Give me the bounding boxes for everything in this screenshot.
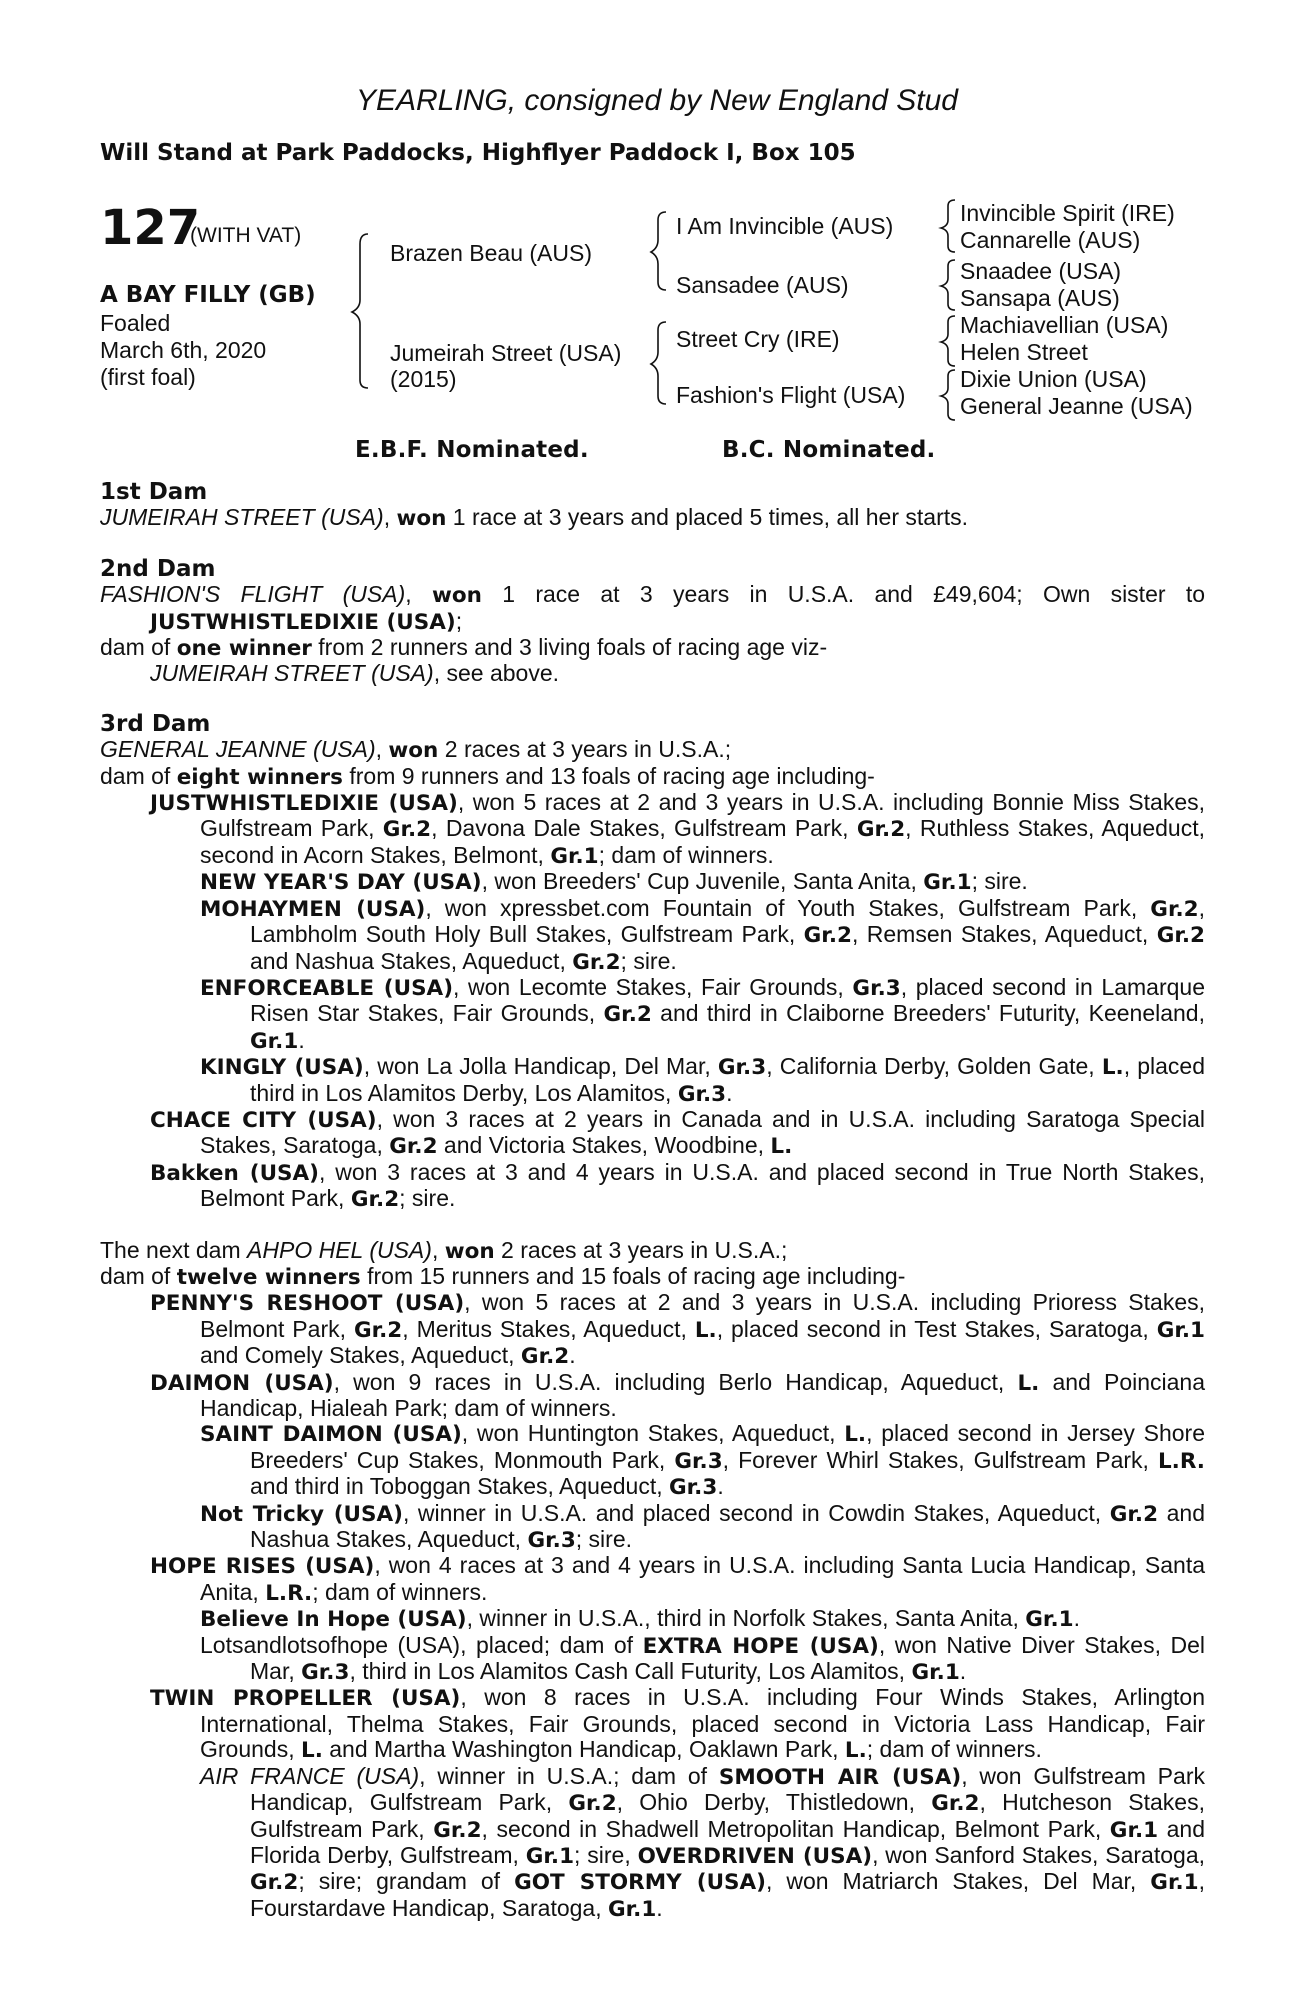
brace-g2: [941, 260, 955, 310]
bc-nomination: B.C. Nominated.: [722, 437, 936, 463]
first-dam-text: JUMEIRAH STREET (USA), won 1 race at 3 years and placed 5 times, all her starts.: [100, 504, 969, 532]
entry-hope-rises: HOPE RISES (USA), won 4 races at 3 and 4 years in U.S.A. including Santa Lucia Handicap, Santa Anita, L.R.; dam of winners.: [150, 1552, 1205, 1606]
third-dam-text: GENERAL JEANNE (USA), won 2 races at 3 years in U.S.A.;: [100, 736, 732, 764]
pedigree-dam-dam: Fashion's Flight (USA): [676, 382, 906, 408]
first-dam-heading: 1st Dam: [100, 479, 208, 505]
entry-justwhistledixie: JUSTWHISTLEDIXIE (USA), won 5 races at 2 and 3 years in U.S.A. including Bonnie Miss Stakes, Gulfstream Park, Gr.2, Davona Dale Stakes, Gulfstream Park, Gr.2, Ruthless Stakes, Aqueduct, second in Acorn Stakes, Belmont, Gr.1; dam of winners.: [150, 789, 1205, 869]
entry-bakken: Bakken (USA), won 3 races at 3 and 4 years in U.S.A. and placed second in True North Stakes, Belmont Park, Gr.2; sire.: [150, 1158, 1205, 1213]
entry-not-tricky: Not Tricky (USA), winner in U.S.A. and placed second in Cowdin Stakes, Aqueduct, Gr.2 and Nashua Stakes, Aqueduct, Gr.3; sire.: [200, 1499, 1205, 1554]
entry-mohaymen: MOHAYMEN (USA), won xpressbet.com Fountain of Youth Stakes, Gulfstream Park, Gr.2, Lambholm South Holy Bull Stakes, Gulfstream Park, Gr.2, Remsen Stakes, Aqueduct, Gr.2 and Nashua Stakes, Aqueduct, Gr.2; sire.: [200, 894, 1206, 975]
pedigree-g5: Machiavellian (USA): [960, 312, 1169, 338]
pedigree-g1: Invincible Spirit (IRE): [960, 200, 1175, 226]
brace-g3: [941, 316, 955, 366]
next-dam-text: The next dam AHPO HEL (USA), won 2 races at 3 years in U.S.A.;: [100, 1236, 788, 1264]
second-dam-foal: JUMEIRAH STREET (USA), see above.: [150, 660, 559, 687]
entry-chace-city: CHACE CITY (USA), won 3 races at 2 years in Canada and in U.S.A. including Saratoga Special Stakes, Saratoga, Gr.2 and Victoria Stakes, Woodbine, L.: [150, 1105, 1205, 1160]
pedigree-sire-sire: I Am Invincible (AUS): [676, 213, 894, 239]
second-dam-text: FASHION'S FLIGHT (USA), won 1 race at 3 years in U.S.A. and £49,604; Own sister to JUSTWHISTLEDIXIE (USA);: [100, 581, 1206, 635]
second-dam-heading: 2nd Dam: [100, 555, 216, 582]
brace-sire: [651, 212, 666, 290]
page-title: YEARLING, consigned by New England Stud: [355, 84, 958, 117]
brace-main: [352, 234, 368, 388]
entry-saint-daimon: SAINT DAIMON (USA), won Huntington Stakes, Aqueduct, L., placed second in Jersey Shore Breeders' Cup Stakes, Monmouth Park, Gr.3, Forever Whirl Stakes, Gulfstream Park, L.R. and third in Toboggan Stakes, Aqueduct, Gr.3.: [200, 1420, 1206, 1501]
pedigree-g6: Helen Street: [960, 339, 1088, 365]
third-dam-produce: dam of eight winners from 9 runners and 13 foals of racing age including-: [100, 762, 875, 790]
entry-believe-in-hope: Believe In Hope (USA), winner in U.S.A., third in Norfolk Stakes, Santa Anita, Gr.1.: [200, 1605, 1080, 1633]
foaled-date: March 6th, 2020: [100, 337, 267, 363]
second-dam-section: [100, 557, 1205, 687]
entry-new-years-day: NEW YEAR'S DAY (USA), won Breeders' Cup Juvenile, Santa Anita, Gr.1; sire.: [200, 868, 1028, 896]
brace-g1: [941, 200, 955, 252]
entry-lotsandlotsofhope: Lotsandlotsofhope (USA), placed; dam of EXTRA HOPE (USA), won Native Diver Stakes, Del Mar, Gr.3, third in Los Alamitos Cash Call Futurity, Los Alamitos, Gr.1.: [200, 1631, 1205, 1686]
pedigree-dam-year: (2015): [390, 366, 457, 392]
pedigree-g4: Sansapa (AUS): [960, 285, 1120, 311]
brace-dam: [651, 322, 666, 404]
pedigree-dam-sire: Street Cry (IRE): [676, 326, 840, 352]
pedigree-sire-dam: Sansadee (AUS): [676, 272, 849, 298]
brace-g4: [941, 370, 955, 420]
entry-twin-propeller: TWIN PROPELLER (USA), won 8 races in U.S.A. including Four Winds Stakes, Arlington International, Thelma Stakes, Fair Grounds, placed second in Victoria Lass Handicap, Fair Grounds, L. and Martha Washington Handicap, Oaklawn Park, L.; dam of winners.: [150, 1684, 1205, 1764]
ebf-nomination: E.B.F. Nominated.: [355, 437, 589, 463]
lot-description: A BAY FILLY (GB): [100, 282, 316, 308]
foal-note: (first foal): [100, 364, 196, 390]
pedigree-dam: Jumeirah Street (USA): [390, 340, 622, 366]
foaled-label: Foaled: [100, 310, 171, 336]
next-dam-produce: dam of twelve winners from 15 runners and 15 foals of racing age including-: [100, 1262, 906, 1290]
entry-daimon: DAIMON (USA), won 9 races in U.S.A. including Berlo Handicap, Aqueduct, L. and Poinciana Handicap, Hialeah Park; dam of winners.: [150, 1368, 1205, 1421]
third-dam-heading: 3rd Dam: [100, 710, 211, 737]
entry-enforceable: ENFORCEABLE (USA), won Lecomte Stakes, Fair Grounds, Gr.3, placed second in Lamarque Risen Star Stakes, Fair Grounds, Gr.2 and third in Claiborne Breeders' Futurity, Keeneland, Gr.1.: [200, 973, 1205, 1054]
pedigree-g3: Snaadee (USA): [960, 258, 1122, 284]
pedigree-g8: General Jeanne (USA): [960, 393, 1193, 419]
stand-location: Will Stand at Park Paddocks, Highflyer Paddock I, Box 105: [100, 140, 856, 166]
first-dam-section: [100, 480, 1205, 532]
next-dam-section: [100, 1238, 1205, 1923]
second-dam-produce: dam of one winner from 2 runners and 3 living foals of racing age viz-: [100, 634, 828, 662]
entry-pennys-reshoot: PENNY'S RESHOOT (USA), won 5 races at 2 and 3 years in U.S.A. including Prioress Stakes, Belmont Park, Gr.2, Meritus Stakes, Aqueduct, L., placed second in Test Stakes, Saratoga, Gr.1 and Comely Stakes, Aqueduct, Gr.2.: [150, 1289, 1205, 1370]
entry-air-france: AIR FRANCE (USA), winner in U.S.A.; dam of SMOOTH AIR (USA), won Gulfstream Park Handicap, Gulfstream Park, Gr.2, Ohio Derby, Thistledown, Gr.2, Hutcheson Stakes, Gulfstream Park, Gr.2, second in Shadwell Metropolitan Handicap, Belmont Park, Gr.1 and Florida Derby, Gulfstream, Gr.1; sire, OVERDRIVEN (USA), won Sanford Stakes, Saratoga, Gr.2; sire; grandam of GOT STORMY (USA), won Matriarch Stakes, Del Mar, Gr.1, Fourstardave Handicap, Saratoga, Gr.1.: [200, 1762, 1206, 1922]
third-dam-section: [100, 712, 1205, 1213]
pedigree-sire: Brazen Beau (AUS): [390, 240, 592, 266]
racing-record: [100, 480, 1205, 1922]
lot-number: 127: [100, 200, 201, 256]
vat-note: (WITH VAT): [190, 224, 302, 247]
pedigree-g2: Cannarelle (AUS): [960, 227, 1141, 253]
pedigree-g7: Dixie Union (USA): [960, 366, 1147, 392]
entry-kingly: KINGLY (USA), won La Jolla Handicap, Del Mar, Gr.3, California Derby, Golden Gate, L., placed third in Los Alamitos Derby, Los Alamitos, Gr.3.: [200, 1053, 1205, 1107]
